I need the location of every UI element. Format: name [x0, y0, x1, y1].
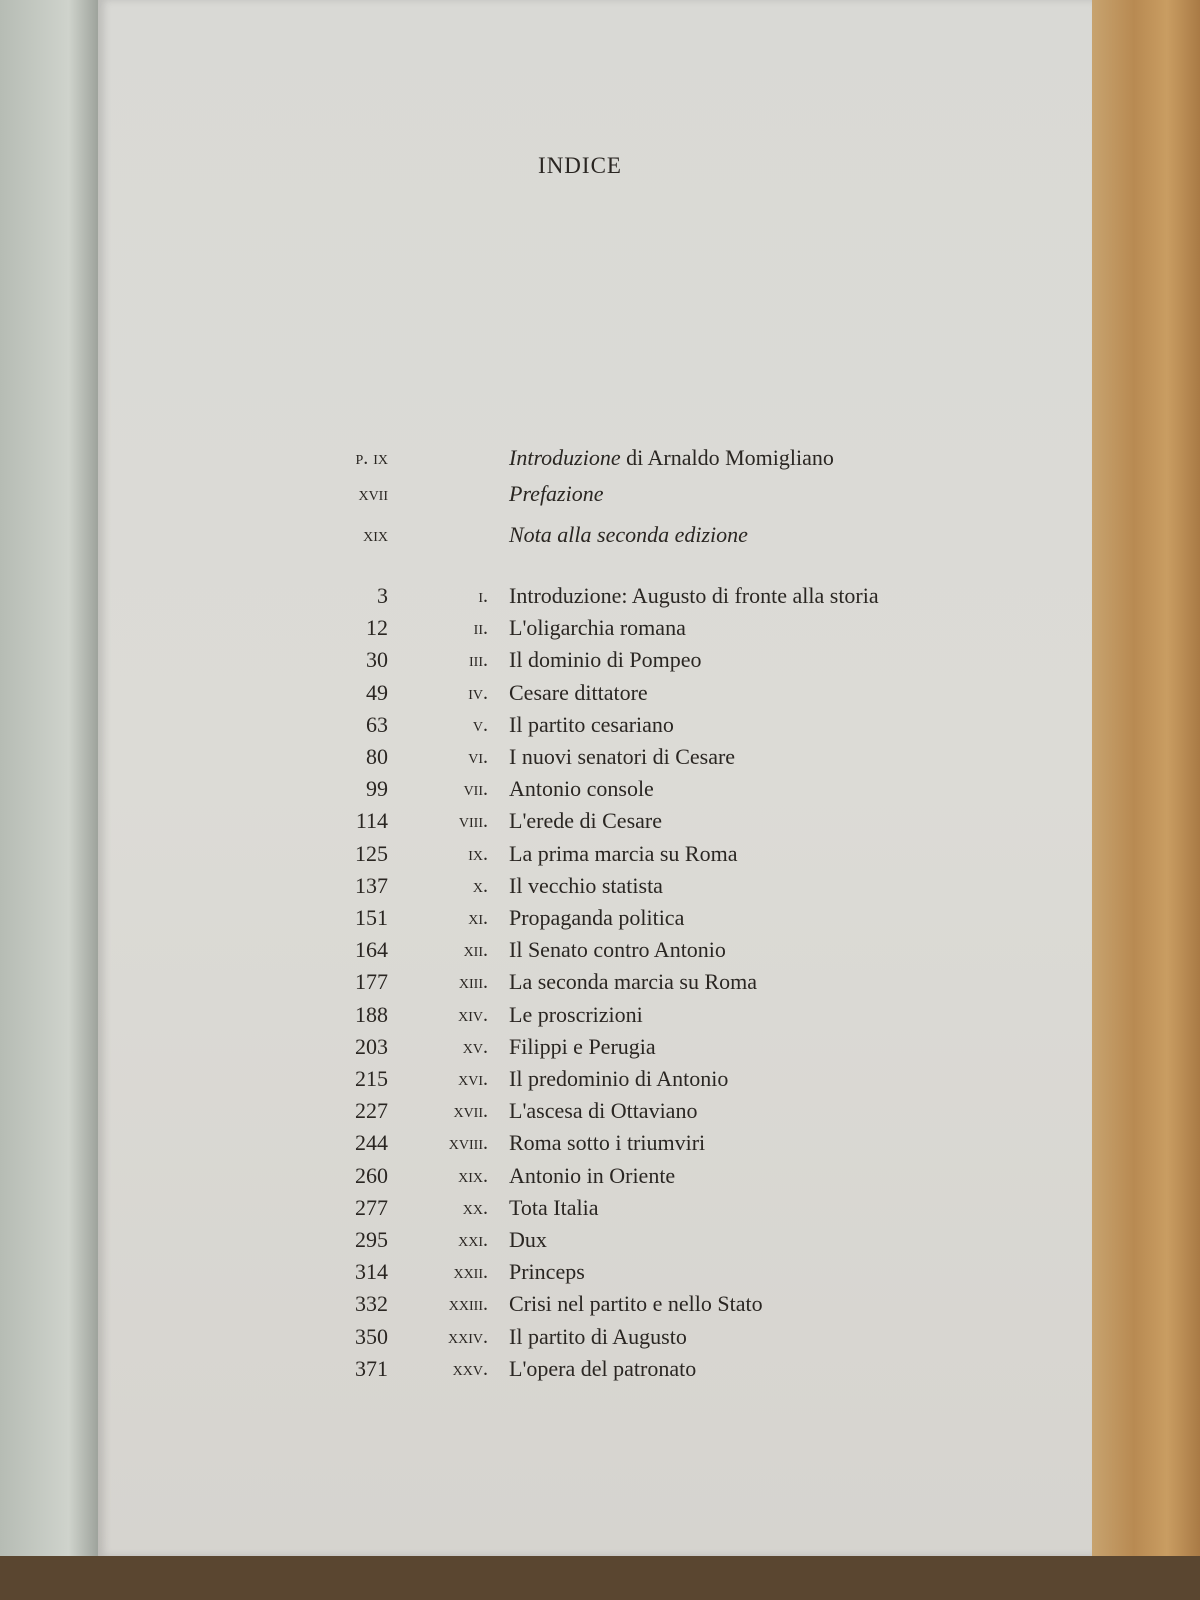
chapter-entry	[0, 1063, 1000, 1095]
page-title: INDICE	[538, 153, 622, 178]
chapter-title: L'ascesa di Ottaviano	[509, 1098, 698, 1124]
page-number: 12	[366, 615, 388, 641]
chapter-title: La seconda marcia su Roma	[509, 969, 758, 995]
chapter-number: iv.	[468, 681, 488, 704]
chapter-number: xix.	[458, 1164, 488, 1187]
chapter-entry	[0, 1224, 1000, 1256]
book-edge	[0, 1556, 1200, 1600]
chapter-title: Il dominio di Pompeo	[509, 647, 702, 673]
chapter-number: xviii.	[448, 1132, 488, 1155]
front-matter-entry	[0, 478, 1000, 510]
chapter-number: iii.	[469, 649, 488, 672]
page-number: 177	[355, 969, 388, 995]
front-matter-entry	[0, 442, 1000, 474]
chapter-number: xxi.	[458, 1229, 488, 1251]
chapter-title: Antonio in Oriente	[509, 1162, 676, 1188]
chapter-number: xxiii.	[448, 1293, 488, 1316]
chapter-entry	[0, 644, 1000, 676]
chapter-number: xxiv.	[448, 1325, 488, 1348]
page-number: 215	[355, 1066, 388, 1091]
chapter-entry	[0, 1127, 1000, 1159]
entry-title	[509, 519, 748, 551]
page-number: xix	[363, 524, 388, 546]
chapter-number: xv.	[462, 1035, 488, 1058]
chapter-number: ix.	[468, 842, 488, 865]
page-number: 137	[355, 872, 388, 898]
entry-title	[509, 442, 834, 474]
chapter-entry	[0, 870, 1000, 902]
entry-title-italic: Nota alla seconda edizione	[509, 522, 748, 547]
chapter-title: Il predominio di Antonio	[509, 1066, 729, 1091]
chapter-title: Cesare dittatore	[509, 679, 648, 705]
page-number: 314	[355, 1259, 388, 1285]
page-number: 203	[355, 1033, 388, 1059]
page-number: 114	[355, 808, 388, 834]
page-number: 295	[355, 1227, 388, 1252]
chapter-entry	[0, 1288, 1000, 1320]
chapter-title: Princeps	[509, 1259, 585, 1285]
entry-title-italic: Introduzione	[509, 445, 621, 470]
page-number: p. ix	[355, 447, 388, 469]
chapter-entry	[0, 773, 1000, 805]
chapter-entry	[0, 677, 1000, 709]
page-number: 63	[366, 711, 388, 737]
chapter-entry	[0, 902, 1000, 934]
page-number: 151	[355, 905, 388, 930]
page-number: 188	[355, 1001, 388, 1027]
chapter-number: v.	[472, 713, 488, 736]
entry-title	[509, 478, 604, 510]
chapter-entry	[0, 1192, 1000, 1224]
chapter-title: Le proscrizioni	[509, 1001, 643, 1027]
chapter-title: Dux	[509, 1227, 547, 1252]
chapter-number: xx.	[462, 1196, 488, 1219]
chapter-entry	[0, 1256, 1000, 1288]
chapter-title: Tota Italia	[509, 1194, 599, 1220]
chapter-title: Filippi e Perugia	[509, 1033, 656, 1059]
chapter-entry	[0, 1095, 1000, 1127]
chapter-entry	[0, 709, 1000, 741]
page-number: 350	[355, 1323, 388, 1349]
page-number: 260	[355, 1162, 388, 1188]
page-number: 125	[355, 840, 388, 866]
entry-title-rest: di Arnaldo Momigliano	[620, 445, 834, 470]
chapter-title: I nuovi senatori di Cesare	[509, 744, 736, 769]
chapter-title: L'erede di Cesare	[509, 808, 662, 834]
chapter-entry	[0, 612, 1000, 644]
chapter-title: L'oligarchia romana	[509, 615, 686, 641]
chapter-entry	[0, 1321, 1000, 1353]
chapter-entry	[0, 1031, 1000, 1063]
chapter-number: xiii.	[458, 971, 488, 994]
chapter-number: x.	[472, 874, 488, 897]
page-number: 49	[366, 679, 388, 705]
page-number: 227	[355, 1098, 388, 1124]
chapter-number: vi.	[468, 746, 488, 768]
chapter-title: Propaganda politica	[509, 905, 685, 930]
chapter-title: Antonio console	[509, 776, 654, 802]
chapter-number: xvii.	[453, 1100, 488, 1123]
entry-title-italic: Prefazione	[509, 481, 604, 506]
page-number: 164	[355, 937, 388, 963]
page-number: 332	[355, 1291, 388, 1317]
chapter-entry	[0, 1160, 1000, 1192]
page-number: 80	[366, 744, 388, 769]
chapter-number: viii.	[458, 810, 488, 833]
chapter-title: Il Senato contro Antonio	[509, 937, 726, 963]
chapter-title: Il partito di Augusto	[509, 1323, 687, 1349]
chapter-number: xxii.	[453, 1261, 488, 1284]
chapter-title: La prima marcia su Roma	[509, 840, 738, 866]
chapter-entry	[0, 741, 1000, 773]
chapter-entry	[0, 934, 1000, 966]
page-number: 277	[355, 1194, 388, 1220]
chapter-title: Roma sotto i triumviri	[509, 1130, 706, 1156]
page-number: 244	[355, 1130, 388, 1156]
chapter-number: xi.	[468, 907, 488, 929]
chapter-number: xvi.	[458, 1068, 488, 1090]
chapter-entry	[0, 838, 1000, 870]
chapter-number: xiv.	[458, 1003, 488, 1026]
front-matter-entry	[0, 519, 1000, 551]
chapter-number: ii.	[473, 617, 488, 640]
wooden-table	[1090, 0, 1200, 1600]
chapter-title: Il vecchio statista	[509, 872, 663, 898]
chapter-entry	[0, 805, 1000, 837]
chapter-number: xxv.	[452, 1357, 488, 1380]
chapter-entry	[0, 966, 1000, 998]
chapter-title: L'opera del patronato	[509, 1355, 697, 1381]
chapter-title: Crisi nel partito e nello Stato	[509, 1291, 763, 1317]
chapter-number: vii.	[463, 778, 488, 801]
chapter-title: Il partito cesariano	[509, 711, 674, 737]
chapter-number: i.	[478, 585, 488, 607]
chapter-entry	[0, 1353, 1000, 1385]
page-number: 99	[366, 776, 388, 802]
page-number: 371	[355, 1355, 388, 1381]
chapter-entry	[0, 999, 1000, 1031]
chapter-title: Introduzione: Augusto di fronte alla storia	[509, 583, 879, 608]
page-number: 30	[366, 647, 388, 673]
chapter-entry	[0, 580, 1000, 612]
chapter-number: xii.	[463, 939, 488, 962]
page-number: xvii	[358, 483, 388, 505]
page-number: 3	[377, 583, 388, 608]
